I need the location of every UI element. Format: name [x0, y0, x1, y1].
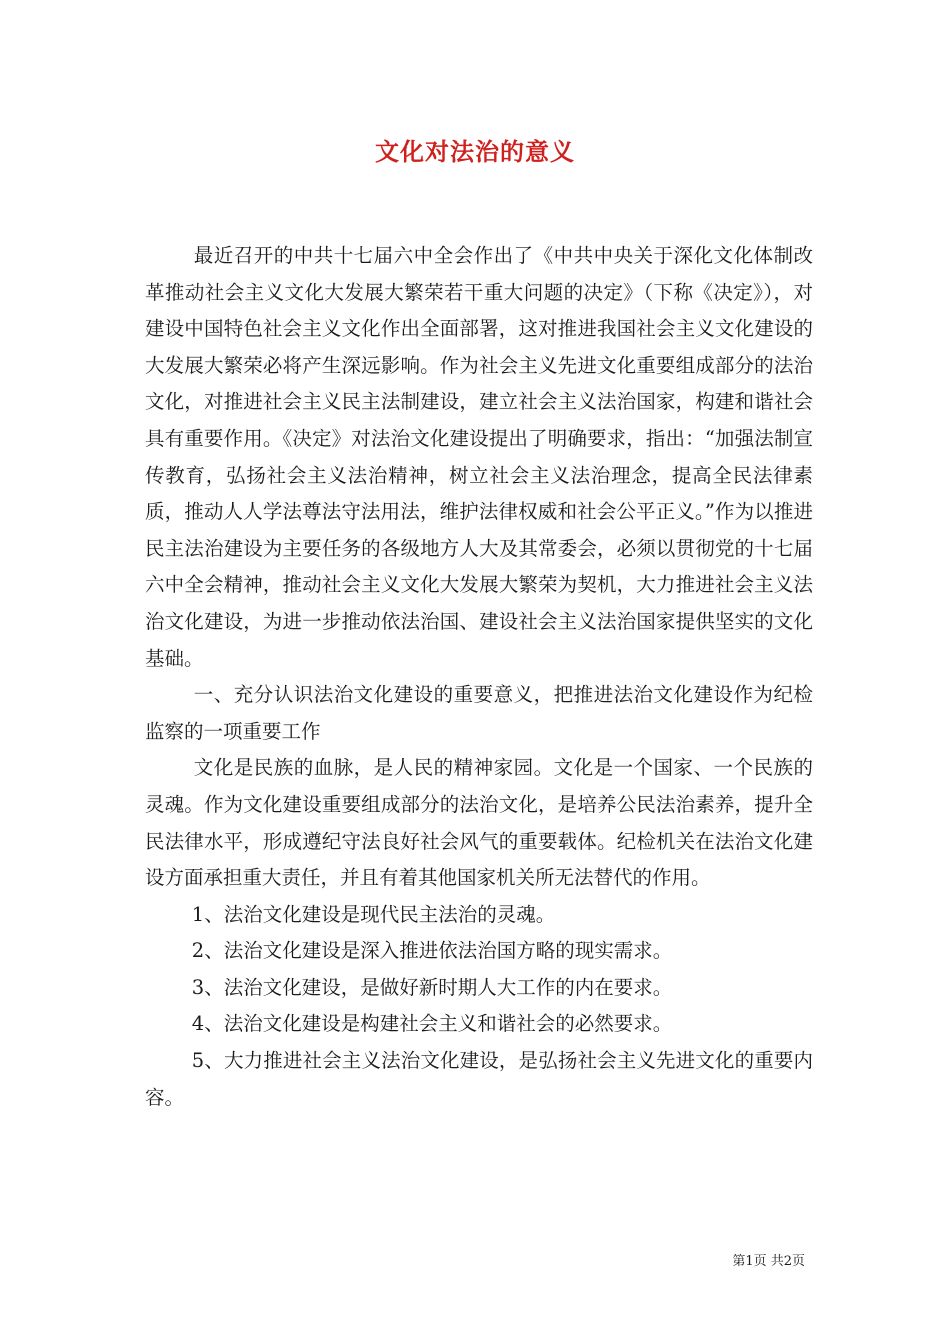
section-heading: 一、充分认识法治文化建设的重要意义，把推进法治文化建设作为纪检监察的一项重要工作	[145, 683, 813, 743]
document-body	[145, 238, 813, 1116]
page-indicator: 第1页 共2页	[732, 1254, 805, 1269]
document-title: 文化对法治的意义	[375, 137, 575, 166]
section-paragraph: 文化是民族的血脉，是人民的精神家园。文化是一个国家、一个民族的灵魂。作为文化建设重要组成部分的法治文化，是培养公民法治素养，提升全民法律水平，形成遵纪守法良好社会风气的重要载体。纪检机关在法治文化建设方面承担重大责任，并且有着其他国家机关所无法替代的作用。	[145, 756, 813, 890]
list-item: 2、法治文化建设是深入推进依法治国方略的现实需求。	[191, 939, 673, 963]
intro-paragraph: 最近召开的中共十七届六中全会作出了《中共中央关于深化文化体制改革推动社会主义文化大发展大繁荣若干重大问题的决定》（下称《决定》），对建设中国特色社会主义文化作出全面部署，这对推进我国社会主义文化建设的大发展大繁荣必将产生深远影响。作为社会主义先进文化重要组成部分的法治文化，对推进社会主义民主法制建设，建立社会主义法治国家，构建和谐社会具有重要作用。《决定》对法治文化建设提出了明确要求，指出：“加强法制宣传教育，弘扬社会主义法治精神，树立社会主义法治理念，提高全民法律素质，推动人人学法尊法守法用法，维护法律权威和社会公平正义。”作为以推进民主法治建设为主要任务的各级地方人大及其常委会，必须以贯彻党的十七届六中全会精神，推动社会主义文化大发展大繁荣为契机，大力推进社会主义法治文化建设，为进一步推动依法治国、建设社会主义法治国家提供坚实的文化基础。	[145, 244, 813, 670]
list-item: 3、法治文化建设，是做好新时期人大工作的内在要求。	[191, 975, 673, 999]
list-item: 5、大力推进社会主义法治文化建设，是弘扬社会主义先进文化的重要内容。	[145, 1049, 813, 1109]
list-item: 1、法治文化建设是现代民主法治的灵魂。	[191, 902, 556, 926]
list-item: 4、法治文化建设是构建社会主义和谐社会的必然要求。	[191, 1012, 673, 1036]
